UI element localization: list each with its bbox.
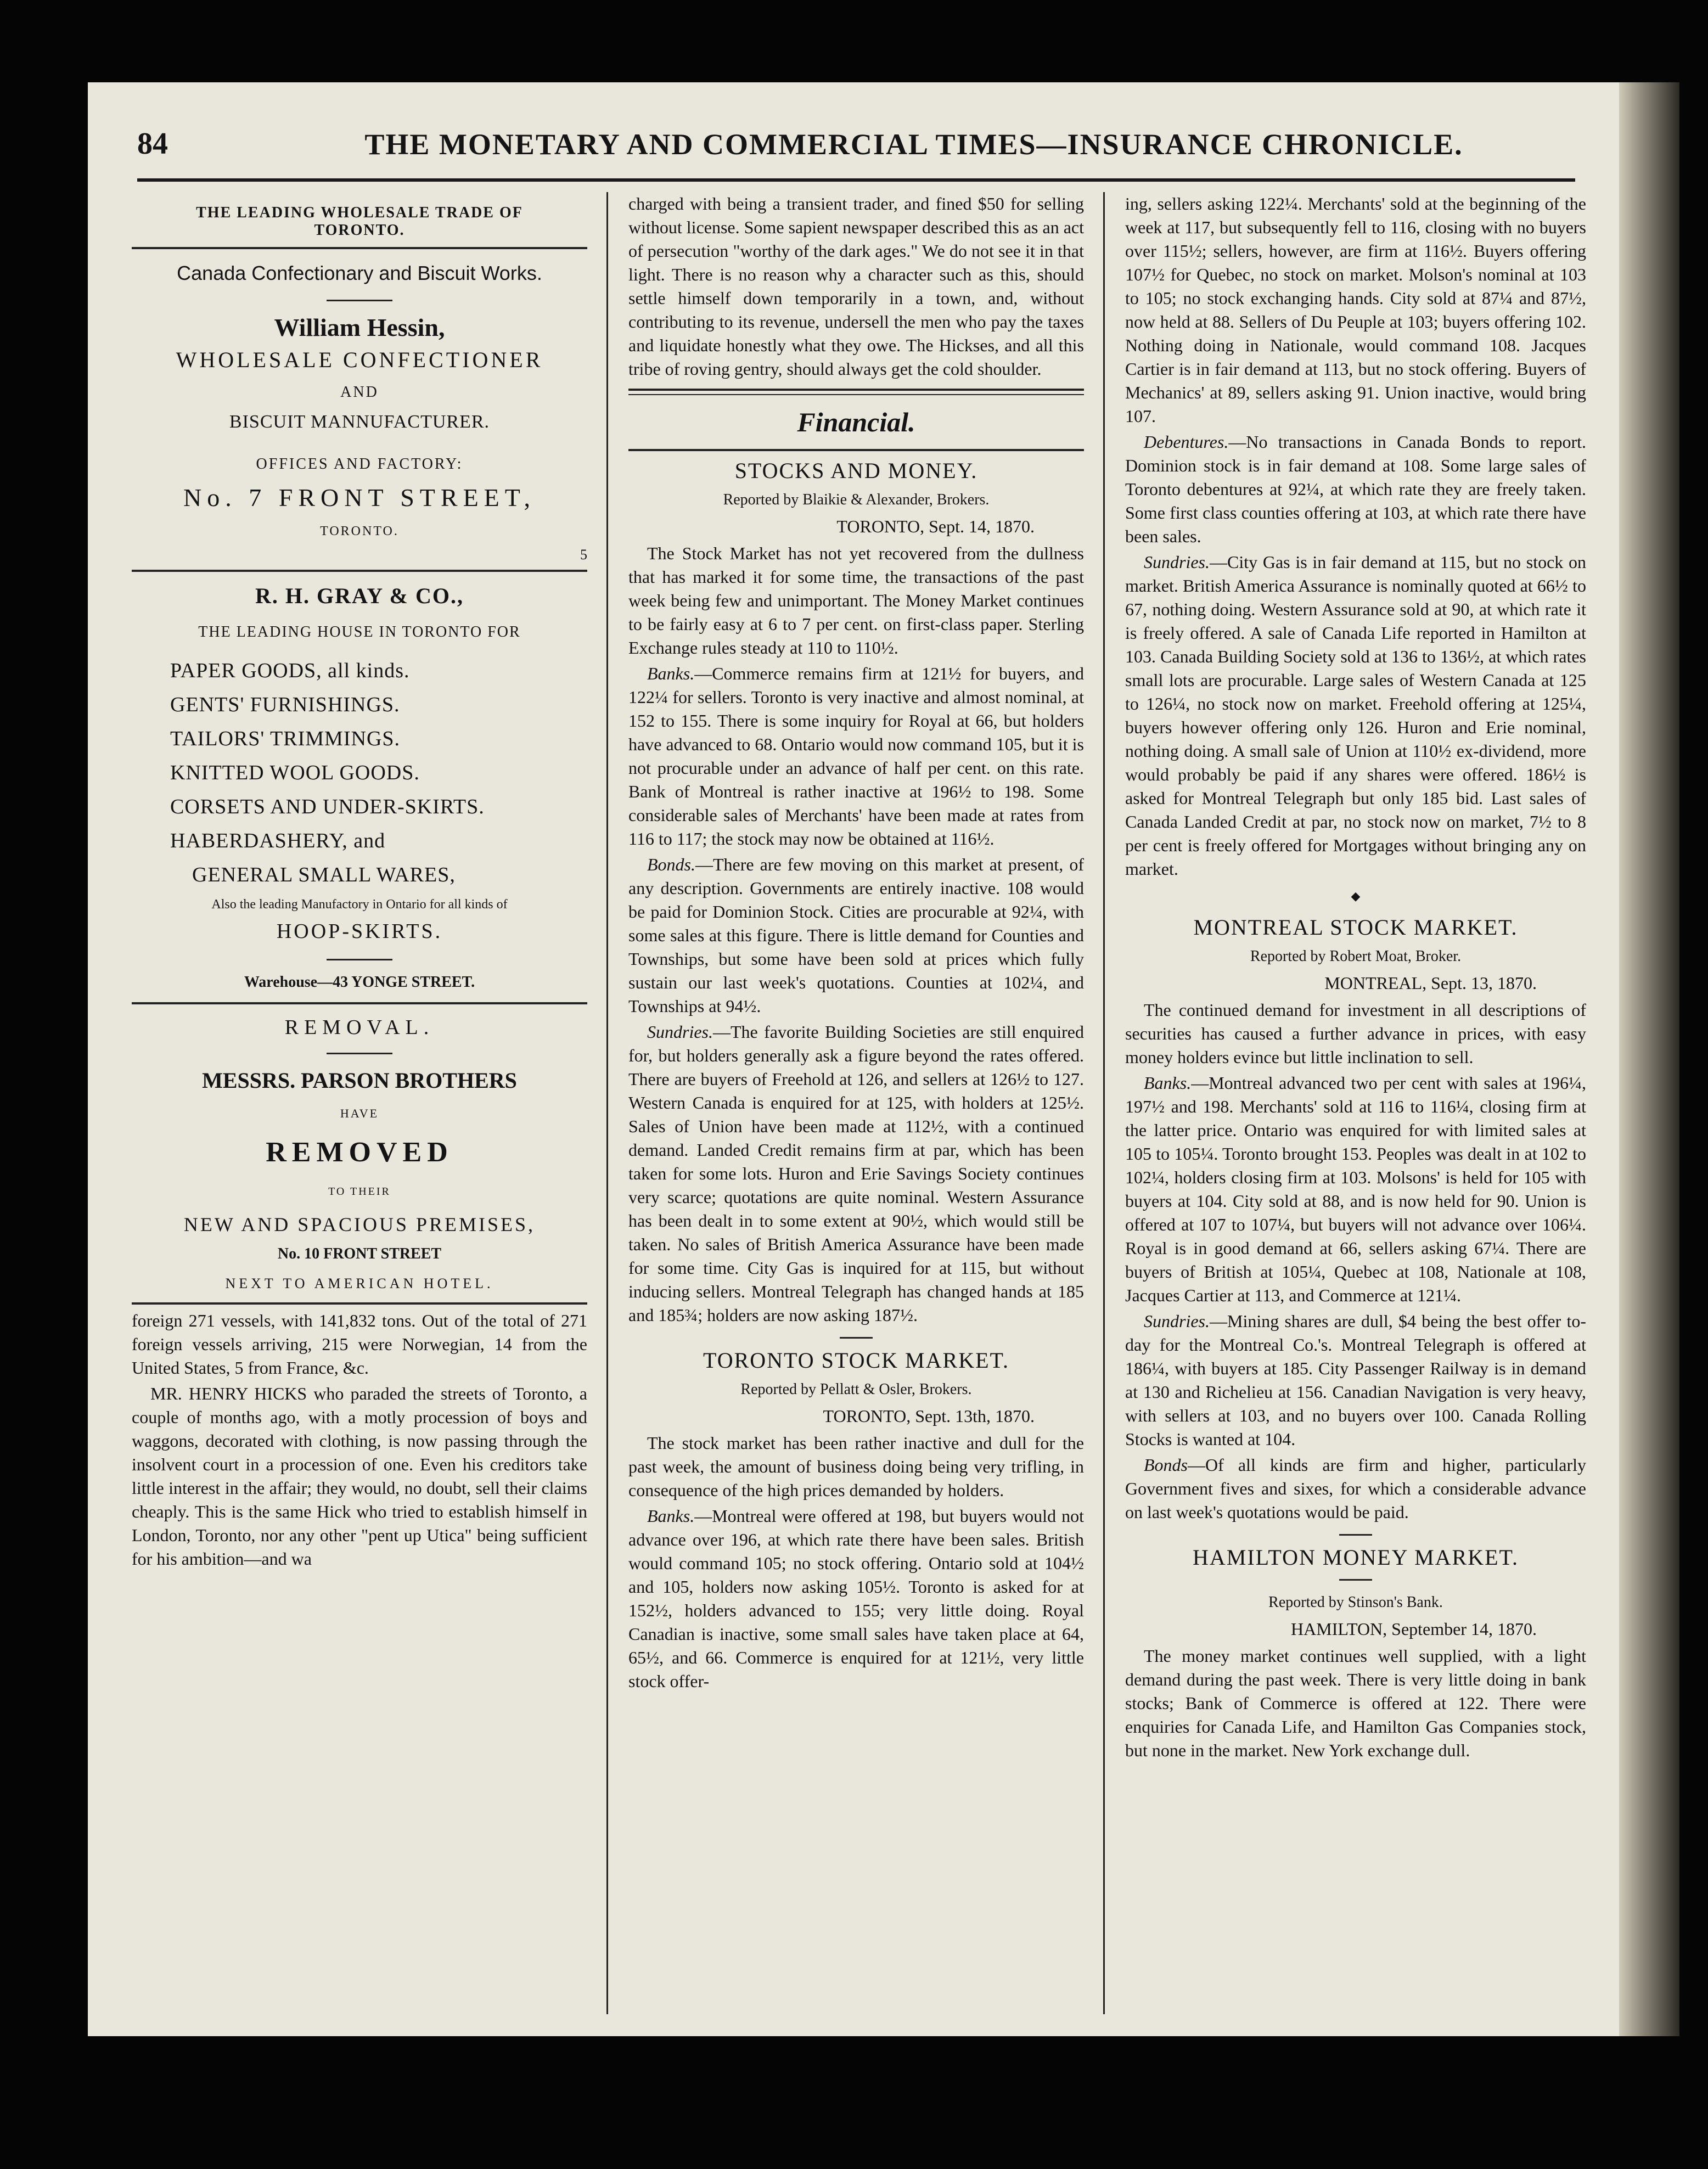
subhead: Banks.	[647, 664, 695, 683]
article-paragraph: The stock market has been rather inactive and dull for the past week, the amount of business doing being very trifling, in consequence of the high prices demanded by holders.	[628, 1433, 1084, 1500]
advertiser-name: William Hessin,	[274, 313, 445, 341]
ad-warehouse: Warehouse—43 YONGE STREET.	[244, 974, 475, 991]
reported-by: Reported by Blaikie & Alexander, Brokers.	[723, 491, 990, 508]
column-rule	[1103, 192, 1105, 2014]
reported-by: Reported by Pellatt & Osler, Brokers.	[740, 1381, 972, 1398]
newspaper-page	[88, 82, 1619, 2036]
ad-have: HAVE	[340, 1106, 379, 1120]
article-paragraph	[1125, 1310, 1586, 1451]
paragraph-text: —Montreal advanced two per cent with sales at 196¼, 197½ and 198. Merchants' sold at 116 to 116¼, closing firm at the latter price. Ontario was enquired for with limited sales at 105 to 105¼. Toronto brought 153. Peoples was dealt in at 102 to 102¼, holders closing firm at 103. Molsons' is held for 105 with buyers at 104. City sold at 88, and is now held for 90. Union is offered at 107 to 107¼, but buyers will not advance over 106¼. Royal is in good demand at 66, sellers asking 67¼. There are buyers of British at 105¼, Quebec at 108, Nationale at 108, Jacques Cartier at 113, and Commerce at 121¼.	[1125, 1073, 1586, 1305]
ad-next-to: NEXT TO AMERICAN HOTEL.	[225, 1275, 494, 1291]
section-heading: HAMILTON MONEY MARKET.	[1193, 1545, 1519, 1570]
divider	[132, 247, 587, 249]
dateline: TORONTO, Sept. 14, 1870.	[836, 516, 1035, 536]
article-paragraph: charged with being a transient trader, and fined $50 for selling without license. Some sapient newspaper described this as an act of persecution "worthy of the dark ages." We do not see it in that light. There is no reason why a character such as this, should settle himself down temporarily in a town, and, without contributing to its revenue, undersell the men who pay the taxes and liquidate honestly what they owe. The Hickses, and all this tribe of roving gentry, should always get the cold shoulder.	[628, 194, 1084, 379]
subhead: Banks.	[647, 1506, 695, 1526]
article-paragraph	[628, 662, 1084, 851]
list-item: GENTS' FURNISHINGS.	[170, 693, 400, 716]
section-heading: TORONTO STOCK MARKET.	[703, 1348, 1009, 1373]
subhead: Debentures.	[1144, 432, 1229, 452]
article-paragraph	[1125, 430, 1586, 548]
column-2	[628, 192, 1084, 2003]
divider	[132, 1302, 587, 1305]
ad-to-their: TO THEIR	[328, 1185, 391, 1198]
column-3	[1125, 192, 1586, 2003]
paragraph-text: —There are few moving on this market at present, of any description. Governments are entirely inactive. 108 would be paid for Dominion Stock. Cities are procurable at 92¼, with some sales at this figure. There is little demand for Counties and Townships, but some have been sold at prices which fully sustain our last week's quotations. Counties at 102¼, and Townships at 94½.	[628, 855, 1084, 1016]
list-item: PAPER GOODS, all kinds.	[170, 659, 410, 682]
ad-and: AND	[340, 384, 379, 401]
article-paragraph	[628, 853, 1084, 1018]
paragraph-text: —Commerce remains firm at 121½ for buyers, and 122¼ for sellers. Toronto is very inactive and almost nominal, at 152 to 155. There is some inquiry for Royal at 66, but holders have advanced to 68. Ontario would now command 105, but it is not procurable under an advance of half per cent. on this rate. Bank of Montreal is rather inactive at 196½ to 198. Some considerable sales of Merchants' have been made at rates from 116 to 117; the stock may now be obtained at 116½.	[628, 664, 1084, 849]
article-paragraph: The continued demand for investment in all descriptions of securities has caused a further advance in prices, with easy money holders evince but little inclination to sell.	[1125, 1000, 1586, 1067]
list-item: CORSETS AND UNDER-SKIRTS.	[170, 795, 485, 818]
reported-by: Reported by Stinson's Bank.	[1268, 1594, 1443, 1611]
ad-mark: 5	[580, 547, 587, 563]
article-paragraph: The Stock Market has not yet recovered from the dullness that has marked it for some time, the transactions of the past week being few and unimportant. The Money Market continues to be fairly easy at 6 to 7 per cent. on first-class paper. Sterling Exchange rules steady at 110 to 110½.	[628, 543, 1084, 658]
advertiser-name: MESSRS. PARSON BROTHERS	[202, 1068, 517, 1093]
ad-hessin	[132, 257, 587, 562]
divider	[628, 449, 1084, 451]
book-spine	[1619, 82, 1679, 2036]
ad-address: No. 10 FRONT STREET	[277, 1245, 442, 1262]
ad-goods-list	[132, 654, 587, 892]
header-rule	[137, 178, 1575, 182]
divider	[1339, 1579, 1372, 1581]
section-financial: Financial.	[797, 407, 915, 437]
ad-premises: NEW AND SPACIOUS PREMISES,	[183, 1213, 536, 1235]
ad-removal: REMOVAL.	[284, 1016, 435, 1039]
divider-ornament: ◆	[1351, 889, 1361, 903]
subhead: Bonds	[1144, 1455, 1188, 1475]
divider	[327, 1053, 392, 1054]
section-heading: STOCKS AND MONEY.	[734, 458, 978, 483]
ad-also: Also the leading Manufactory in Ontario for all kinds of	[211, 897, 508, 912]
ad-hoop: HOOP-SKIRTS.	[276, 920, 443, 943]
ad-offices: OFFICES AND FACTORY:	[256, 456, 463, 473]
article-paragraph: The money market continues well supplied, with a light demand during the past week. There is very little doing in bank stocks; Bank of Commerce is offered at 122. There were enquiries for Canada Life, and Hamilton Gas Companies stock, but none in the market. New York exchange dull.	[1125, 1646, 1586, 1760]
ad-parson	[132, 1012, 587, 1300]
subhead: Sundries.	[1144, 552, 1210, 572]
subhead: Banks.	[1144, 1073, 1192, 1093]
divider	[132, 570, 587, 572]
list-item: GENERAL SMALL WARES,	[192, 863, 456, 886]
list-item: HABERDASHERY, and	[170, 829, 386, 852]
ad-address: No. 7 FRONT STREET,	[183, 484, 536, 512]
divider	[1339, 1534, 1372, 1536]
ad-banner: THE LEADING WHOLESALE TRADE OF TORONTO.	[196, 204, 523, 239]
reported-by: Reported by Robert Moat, Broker.	[1250, 948, 1462, 965]
list-item: TAILORS' TRIMMINGS.	[170, 727, 401, 750]
divider	[628, 389, 1084, 395]
ad-tagline: THE LEADING HOUSE IN TORONTO FOR	[198, 623, 521, 640]
dateline: TORONTO, Sept. 13th, 1870.	[823, 1406, 1035, 1426]
column-rule	[606, 192, 608, 2014]
divider	[132, 1002, 587, 1004]
ad-city: TORONTO.	[320, 524, 399, 538]
advertiser-name: R. H. GRAY & CO.,	[255, 583, 464, 608]
ad-removed: REMOVED	[266, 1137, 453, 1168]
article-paragraph	[1125, 1071, 1586, 1307]
subhead: Sundries.	[1144, 1311, 1210, 1331]
divider	[327, 300, 392, 301]
divider	[327, 959, 392, 960]
paragraph-text: —Mining shares are dull, $4 being the best offer to-day for the Montreal Co.'s. Montreal Telegraph is offered at 186¼, with buyers at 185. City Passenger Railway is in demand at 130 and Richelieu at 156. Canadian Navigation is very heavy, with sellers at 103, and no buyers over 100. Canada Rolling Stocks is wanted at 104.	[1125, 1311, 1586, 1449]
page-header	[137, 121, 1581, 170]
article-paragraph	[628, 1504, 1084, 1693]
divider	[840, 1337, 873, 1339]
article-paragraph	[628, 1020, 1084, 1327]
ad-gray	[132, 580, 587, 994]
column-1	[132, 192, 587, 2003]
article-paragraph: ing, sellers asking 122¼. Merchants' sold at the beginning of the week at 117, but subsequently fell to 116, closing with no buyers over 115½; sellers, however, are firm at 116½. Buyers offering 107½ for Quebec, no stock on market. Molson's nominal at 103 to 105; no stock exchanging hands. City sold at 87¼ and 87½, now held at 88. Sellers of Du Peuple at 103; buyers offering 102. Nothing doing in Nationale, would command 108. Jacques Cartier is in fair demand at 113, but no stock offering. Buyers of Mechanics' at 89, sellers asking 91. Union inactive, would bring 107.	[1125, 194, 1586, 426]
subhead: Bonds.	[647, 855, 695, 874]
list-item: KNITTED WOOL GOODS.	[170, 761, 420, 784]
page-number: 84	[137, 127, 168, 161]
advertiser-trade: WHOLESALE CONFECTIONER	[176, 347, 543, 372]
ad-title: Canada Confectionary and Biscuit Works.	[177, 262, 542, 284]
article-paragraph: MR. HENRY HICKS who paraded the streets of Toronto, a couple of months ago, with a motly procession of boys and waggons, decorated with clothing, is now passing through the insolvent court in a procession of one. Even his creditors take little interest in the affair; they would, no doubt, sell their claims cheaply. This is the same Hick who tried to establish himself in London, Toronto, nor any other "pent up Utica" being sufficient for his ambition—and wa	[132, 1384, 587, 1569]
subhead: Sundries.	[647, 1022, 713, 1042]
paragraph-text: —Montreal were offered at 198, but buyers would not advance over 196, at which rate there have been sales. British would command 105; no stock offering. Ontario sold at 104½ and 105, holders now asking 105½. Toronto is asked for at 152½, holders advanced to 155; very little doing. Royal Canadian is inactive, some small sales have taken place at 64, 65½, and 66. Commerce is enquired for at 121½, very little stock offer-	[628, 1506, 1084, 1691]
dateline: MONTREAL, Sept. 13, 1870.	[1324, 973, 1537, 993]
paragraph-text: —The favorite Building Societies are still enquired for, but holders generally ask a figure beyond the rates offered. There are buyers of Freehold at 126, and sellers at 126½ to 127. Western Canada is enquired for at 125, with holders at 125½. Sales of Union have been made at 112½, with a continued demand. Landed Credit remains firm at par, which has been taken for some lots. Huron and Erie Savings Society continues very scarce; quotations are quite nominal. Western Assurance has been dealt in to some extent at 90½, which would still be taken. No sales of British America Assurance have been made for some time. City Gas is inquired for at 115, but without inducing sellers. Montreal Telegraph has changed hands at 185 and 185¾; holders are now asking 187½.	[628, 1022, 1084, 1325]
article-paragraph: foreign 271 vessels, with 141,832 tons. Out of the total of 271 foreign vessels arriving, 215 were Norwegian, 14 from the United States, 5 from France, &c.	[132, 1311, 587, 1378]
paragraph-text: —No transactions in Canada Bonds to report. Dominion stock is in fair demand at 108. Some large sales of Toronto debentures at 92¼, at which rate they are freely taken. Some first class counties offering at 103, at which rate there have been sales.	[1125, 432, 1586, 546]
advertiser-trade-2: BISCUIT MANNUFACTURER.	[229, 412, 490, 432]
paragraph-text: —City Gas is in fair demand at 115, but no stock on market. British America Assurance is nominally quoted at 66½ to 67, nothing doing. Western Assurance sold at 90, at which rate it is freely offered. A sale of Canada Life reported in Hamilton at 103. Canada Building Society sold at 136 to 136½, at which rates small lots are procurable. Large sales of Western Canada at 125 to 126¼, no stock now on market. Freehold offering at 125¼, buyers however offering only 126. Huron and Erie nominal, nothing doing. A small sale of Union at 110½ ex-dividend, more would probably be paid if any shares were offered. 186½ is asked for Montreal Telegraph but only 185 bid. Last sales of Canada Landed Credit at par, no stock now on market, 7½ to 8 per cent is freely offered for Mortgages without bringing any on market.	[1125, 552, 1586, 879]
section-heading: MONTREAL STOCK MARKET.	[1193, 915, 1518, 940]
running-head: THE MONETARY AND COMMERCIAL TIMES—INSURANCE CHRONICLE.	[364, 128, 1463, 161]
article-paragraph	[1125, 550, 1586, 881]
dateline: HAMILTON, September 14, 1870.	[1291, 1619, 1537, 1639]
article-paragraph	[1125, 1453, 1586, 1524]
paragraph-text: —Of all kinds are firm and higher, particularly Government fives and sixes, for which a considerable advance on last week's quotations would be paid.	[1125, 1455, 1586, 1522]
